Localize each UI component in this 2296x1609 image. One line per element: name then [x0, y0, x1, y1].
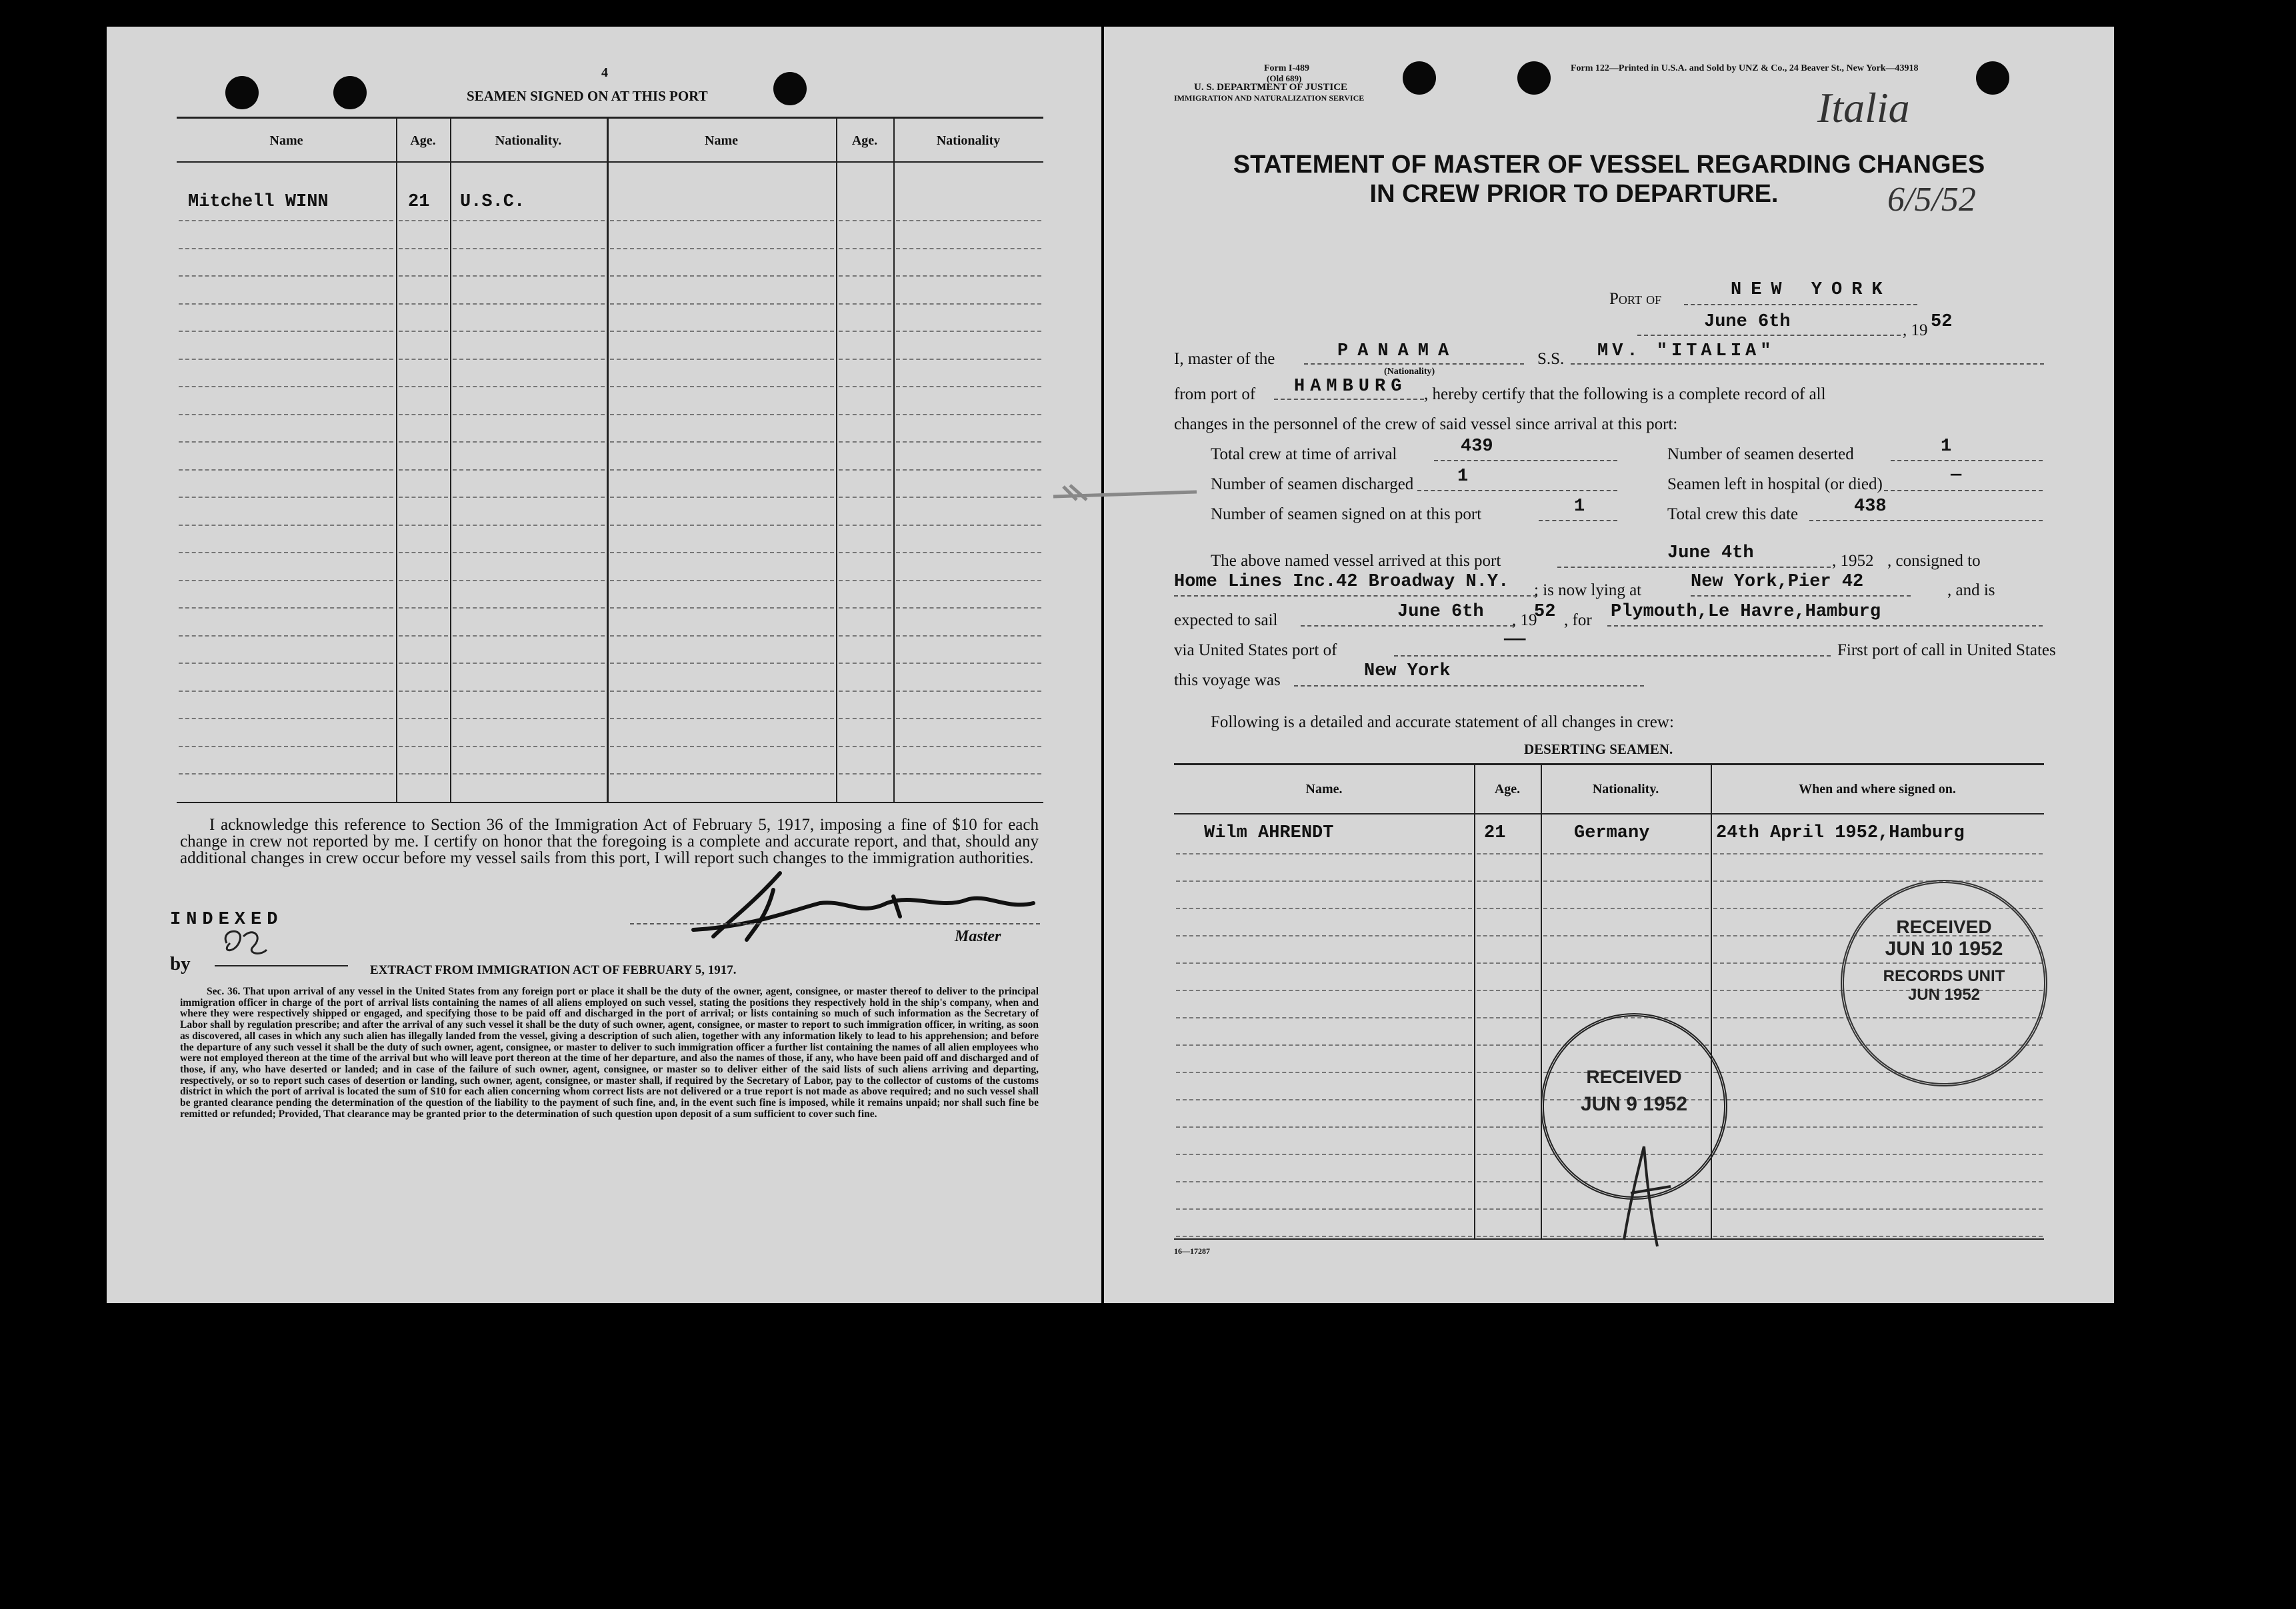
- row-rule: [1477, 1181, 1539, 1182]
- row-rule: [179, 469, 393, 471]
- row-rule: [1176, 908, 1472, 909]
- row-rule: [179, 525, 393, 526]
- row-rule: [179, 414, 393, 415]
- and-is-label: , and is: [1947, 581, 1995, 599]
- row-rule: [179, 220, 393, 221]
- arrow-mark: [1050, 480, 1203, 507]
- signed-on-label: Number of seamen signed on at this port: [1211, 505, 1482, 523]
- row-rule: [610, 359, 834, 360]
- row-rule: [399, 663, 448, 664]
- vessel-name: MV. "ITALIA": [1597, 341, 1775, 361]
- row-rule: [1477, 853, 1539, 854]
- row-rule: [839, 607, 891, 609]
- row-rule: [179, 663, 393, 664]
- row-rule: [896, 525, 1041, 526]
- row-rule: [179, 580, 393, 581]
- discharged-label: Number of seamen discharged: [1211, 475, 1414, 493]
- row-rule: [839, 386, 891, 387]
- discharged-value: 1: [1457, 467, 1469, 487]
- handwritten-initials: [1611, 1133, 1691, 1253]
- desert-row-name: Wilm AHRENDT: [1204, 823, 1334, 843]
- desert-row-signed-on: 24th April 1952,Hamburg: [1716, 823, 1965, 843]
- row-rule: [839, 469, 891, 471]
- row-rule: [453, 607, 605, 609]
- row-rule: [839, 248, 891, 249]
- row-rule: [453, 525, 605, 526]
- row-rule: [399, 441, 448, 443]
- row-rule: [1543, 962, 1709, 964]
- row-rule: [1477, 935, 1539, 936]
- row-rule: [839, 414, 891, 415]
- row-rule: [399, 414, 448, 415]
- row-rule: [453, 552, 605, 553]
- from-port-label: from port of: [1174, 385, 1256, 403]
- row-rule: [839, 691, 891, 692]
- voyage-label: this voyage was: [1174, 671, 1281, 689]
- total-crew-date-label: Total crew this date: [1667, 505, 1799, 523]
- row-rule: [453, 359, 605, 360]
- row-rule: [399, 635, 448, 637]
- row-rule: [1713, 1154, 2043, 1155]
- row-rule: [1176, 935, 1472, 936]
- row-rule: [896, 469, 1041, 471]
- row-rule: [839, 552, 891, 553]
- row-rule: [839, 525, 891, 526]
- service: IMMIGRATION AND NATURALIZATION SERVICE: [1174, 93, 1365, 103]
- row-rule: [1176, 1044, 1472, 1046]
- row-rule: [453, 663, 605, 664]
- row-rule: [610, 248, 834, 249]
- received-stamp: RECEIVED JUN 9 1952: [1541, 1013, 1727, 1200]
- via-label: via United States port of: [1174, 641, 1337, 659]
- col-header-name-2: Name: [705, 133, 738, 148]
- row-rule: [896, 635, 1041, 637]
- row-rule: [839, 359, 891, 360]
- row-rule: [839, 718, 891, 719]
- lying-label: ; is now lying at: [1534, 581, 1642, 599]
- row-rule: [399, 359, 448, 360]
- row-rule: [610, 331, 834, 332]
- row-rule: [1477, 1208, 1539, 1210]
- row-rule: [179, 331, 393, 332]
- total-crew-arrival-value: 439: [1461, 437, 1493, 457]
- row-rule: [1713, 1236, 2043, 1237]
- row-rule: [1477, 908, 1539, 909]
- row-rule: [1543, 880, 1709, 882]
- row-rule: [839, 635, 891, 637]
- desert-row-nationality: Germany: [1574, 823, 1650, 843]
- hospital-label: Seamen left in hospital (or died): [1667, 475, 1883, 493]
- row-rule: [896, 220, 1041, 221]
- row-rule: [179, 248, 393, 249]
- row-nationality: U.S.C.: [460, 192, 525, 212]
- row-rule: [179, 359, 393, 360]
- row-age: 21: [408, 192, 430, 212]
- row-rule: [399, 607, 448, 609]
- row-rule: [1713, 1208, 2043, 1210]
- port-label: Port of: [1609, 290, 1662, 308]
- row-rule: [399, 331, 448, 332]
- row-rule: [453, 248, 605, 249]
- row-rule: [1543, 908, 1709, 909]
- row-rule: [399, 525, 448, 526]
- row-rule: [179, 635, 393, 637]
- row-rule: [453, 718, 605, 719]
- deserted-value: 1: [1941, 437, 1952, 457]
- form-old-number: (Old 689): [1267, 73, 1302, 83]
- row-rule: [453, 386, 605, 387]
- punch-hole: [1517, 61, 1551, 95]
- department: U. S. DEPARTMENT OF JUSTICE: [1194, 82, 1348, 93]
- row-rule: [1713, 1099, 2043, 1100]
- row-rule: [453, 331, 605, 332]
- row-rule: [1543, 935, 1709, 936]
- row-rule: [839, 303, 891, 305]
- row-rule: [896, 497, 1041, 498]
- extract-text: Sec. 36. That upon arrival of any vessel in the United States from any foreign port or place it shall be the duty of the owner, agent, consignee, or master thereof to deliver to the principal immigration officer in charge of the port of arrival lists containing the names of all aliens employed on such vessel, stating the positions they respectively hold in the ship's company, when and where they were respectively shipped or engaged, and specifying those to be paid off and discharged in the port of arrival; or lists containing so much of such information as the Secretary of Labor shall by regulation prescribe; and after the arrival of any such vessel it shall be the duty of such owner, agent, consignee, or master to report to such immigration officer, in writing, as soon as discovered, all cases in which any such alien has illegally landed from the vessel, giving a description of such alien, together with any information likely to lead to his apprehension; and before the departure of any such vessel it shall be the duty of such owner, agent, consignee, or master to deliver to such immigration officer a further list containing the names of all alien employees who were not employed thereon at the time of the arrival but who will leave port thereon at the time of her departure, and also the names of those, if any, who have been paid off and discharged and of those, if any, who have deserted or landed; and in case of the failure of such owner, agent, consignee, or master so to deliver either of the said lists of such aliens arriving and departing, respectively, or so to report such cases of desertion or landing, such owner, agent, consignee, or master shall, if required by the Secretary of Labor, pay to the collector of customs of the customs district in which the port of arrival is located the sum of $10 for each alien concerning whom correct lists are not delivered or a true report is not made as above required; and no such vessel shall be granted clearance pending the determination of the question of the liability to the payment of such fine, and, in the event such fine is imposed, while it remains unpaid; nor shall such fine be remitted or refunded; Provided, That clearance may be granted prior to the determination of such question upon deposit of a sum sufficient to cover such fine.: [180, 986, 1039, 1120]
- row-rule: [399, 303, 448, 305]
- row-rule: [839, 746, 891, 747]
- row-rule: [610, 303, 834, 305]
- row-rule: [399, 220, 448, 221]
- row-rule: [399, 691, 448, 692]
- desert-col-nationality: Nationality.: [1592, 782, 1659, 797]
- row-rule: [179, 497, 393, 498]
- row-rule: [610, 746, 834, 747]
- hospital-value: —: [1951, 465, 1962, 485]
- right-page: [1104, 27, 2114, 1303]
- year-value: 52: [1931, 312, 1953, 332]
- row-rule: [1176, 1236, 1472, 1237]
- row-rule: [896, 248, 1041, 249]
- row-rule: [896, 580, 1041, 581]
- row-rule: [1477, 1126, 1539, 1128]
- row-rule: [399, 497, 448, 498]
- destination-value: Plymouth,Le Havre,Hamburg: [1611, 602, 1881, 622]
- row-rule: [179, 691, 393, 692]
- page-number: 4: [601, 65, 608, 80]
- row-rule: [453, 635, 605, 637]
- expected-year-prefix: , 19: [1512, 611, 1537, 629]
- row-rule: [896, 746, 1041, 747]
- port-value: NEW YORK: [1731, 280, 1892, 300]
- row-rule: [399, 718, 448, 719]
- row-rule: [453, 580, 605, 581]
- row-rule: [610, 552, 834, 553]
- row-rule: [179, 552, 393, 553]
- desert-col-name: Name.: [1305, 782, 1343, 797]
- row-rule: [453, 303, 605, 305]
- row-rule: [399, 773, 448, 775]
- row-rule: [610, 635, 834, 637]
- col-header-name: Name: [269, 133, 303, 148]
- row-rule: [839, 220, 891, 221]
- master-label: Master: [955, 928, 1001, 945]
- row-rule: [1477, 990, 1539, 991]
- for-label: , for: [1564, 611, 1592, 629]
- row-rule: [839, 331, 891, 332]
- punch-hole: [1976, 61, 2009, 95]
- vessel-nationality: PANAMA: [1337, 341, 1459, 361]
- row-rule: [1176, 962, 1472, 964]
- row-rule: [1176, 1126, 1472, 1128]
- first-port-label: First port of call in United States: [1837, 641, 2056, 659]
- row-rule: [1176, 1072, 1472, 1073]
- row-rule: [399, 580, 448, 581]
- row-rule: [453, 691, 605, 692]
- records-unit-stamp: RECEIVED JUN 10 1952 RECORDS UNIT JUN 1952: [1841, 880, 2047, 1086]
- consignee-value: Home Lines Inc.42 Broadway N.Y.: [1174, 572, 1509, 592]
- row-rule: [610, 718, 834, 719]
- row-rule: [896, 718, 1041, 719]
- col-header-nationality-2: Nationality: [936, 133, 1001, 148]
- changes-text: changes in the personnel of the crew of said vessel since arrival at this port:: [1174, 415, 1678, 433]
- row-rule: [896, 414, 1041, 415]
- master-signature: [673, 863, 1087, 950]
- row-rule: [896, 386, 1041, 387]
- row-rule: [610, 773, 834, 775]
- row-rule: [399, 552, 448, 553]
- row-rule: [399, 275, 448, 277]
- row-rule: [896, 441, 1041, 443]
- row-rule: [1477, 1017, 1539, 1018]
- punch-hole: [1403, 61, 1436, 95]
- date-value: June 6th: [1704, 312, 1791, 332]
- by-label: by: [170, 953, 191, 974]
- row-rule: [453, 275, 605, 277]
- col-header-nationality: Nationality.: [495, 133, 562, 148]
- row-rule: [839, 275, 891, 277]
- row-rule: [839, 663, 891, 664]
- via-value: ——: [1504, 630, 1526, 650]
- total-crew-date-value: 438: [1854, 497, 1887, 517]
- row-rule: [610, 691, 834, 692]
- total-crew-arrival-label: Total crew at time of arrival: [1211, 445, 1397, 463]
- row-rule: [1477, 1236, 1539, 1237]
- signed-on-value: 1: [1574, 497, 1585, 517]
- row-rule: [1176, 1099, 1472, 1100]
- expected-value: June 6th: [1397, 602, 1484, 622]
- form-title-line-2: IN CREW PRIOR TO DEPARTURE.: [1369, 180, 1779, 208]
- row-rule: [610, 497, 834, 498]
- row-rule: [1176, 1154, 1472, 1155]
- row-rule: [1543, 853, 1709, 854]
- row-rule: [1477, 1072, 1539, 1073]
- year-prefix: , 19: [1903, 321, 1928, 339]
- row-rule: [453, 441, 605, 443]
- consigned-label: , consigned to: [1887, 552, 1981, 570]
- row-rule: [399, 746, 448, 747]
- row-rule: [453, 469, 605, 471]
- row-rule: [179, 441, 393, 443]
- nationality-caption: (Nationality): [1384, 367, 1435, 377]
- row-rule: [1713, 1126, 2043, 1128]
- voyage-value: New York: [1364, 661, 1451, 681]
- indexed-stamp: INDEXED: [170, 910, 283, 930]
- row-rule: [610, 414, 834, 415]
- row-rule: [839, 441, 891, 443]
- form-title-line-1: STATEMENT OF MASTER OF VESSEL REGARDING CHANGES: [1233, 151, 1985, 179]
- row-rule: [1713, 1181, 2043, 1182]
- punch-hole: [773, 72, 807, 105]
- punch-hole: [333, 76, 367, 109]
- row-rule: [896, 275, 1041, 277]
- row-rule: [399, 248, 448, 249]
- row-rule: [399, 469, 448, 471]
- row-rule: [1176, 880, 1472, 882]
- row-rule: [610, 580, 834, 581]
- row-rule: [179, 275, 393, 277]
- row-rule: [179, 303, 393, 305]
- row-rule: [453, 773, 605, 775]
- handwritten-vessel-name: Italia: [1817, 84, 1910, 131]
- handwritten-date: 6/5/52: [1887, 181, 1976, 219]
- arrived-label: The above named vessel arrived at this port: [1211, 552, 1501, 570]
- row-rule: [610, 469, 834, 471]
- row-rule: [610, 275, 834, 277]
- row-rule: [610, 607, 834, 609]
- row-rule: [179, 718, 393, 719]
- row-rule: [1176, 853, 1472, 854]
- expected-year: 52: [1534, 602, 1556, 622]
- desert-row-age: 21: [1484, 823, 1506, 843]
- col-header-age: Age.: [410, 133, 436, 148]
- row-rule: [1477, 880, 1539, 882]
- row-rule: [179, 386, 393, 387]
- row-rule: [453, 497, 605, 498]
- row-rule: [1176, 1208, 1472, 1210]
- expected-label: expected to sail: [1174, 611, 1278, 629]
- row-rule: [453, 414, 605, 415]
- row-rule: [453, 746, 605, 747]
- row-rule: [610, 663, 834, 664]
- section-title: SEAMEN SIGNED ON AT THIS PORT: [467, 88, 708, 104]
- row-rule: [896, 773, 1041, 775]
- arrived-value: June 4th: [1667, 543, 1754, 563]
- row-rule: [896, 663, 1041, 664]
- row-rule: [896, 359, 1041, 360]
- acknowledgment-text: I acknowledge this reference to Section 36 of the Immigration Act of February 5, 1917, imposing a fine of $10 for each change in crew not reported by me. I certify on honor that the foregoing is a complete and accurate report, and that, should any additional changes in crew occur before my vessel sails from this port, I will report such changes to the immigration authorities.: [180, 816, 1039, 867]
- row-rule: [1713, 880, 2043, 882]
- row-rule: [453, 220, 605, 221]
- row-rule: [1477, 1044, 1539, 1046]
- footer-code: 16—17287: [1174, 1246, 1210, 1256]
- row-rule: [1176, 1017, 1472, 1018]
- extract-title: EXTRACT FROM IMMIGRATION ACT OF FEBRUARY 5, 1917.: [370, 963, 737, 977]
- deserted-label: Number of seamen deserted: [1667, 445, 1854, 463]
- form-number: Form I-489: [1264, 63, 1310, 73]
- from-port-value: HAMBURG: [1294, 377, 1407, 397]
- left-page: [107, 27, 1101, 1303]
- row-rule: [179, 607, 393, 609]
- row-rule: [610, 220, 834, 221]
- col-header-age-2: Age.: [851, 133, 878, 148]
- row-rule: [1477, 962, 1539, 964]
- row-rule: [1176, 990, 1472, 991]
- row-rule: [839, 580, 891, 581]
- row-rule: [610, 441, 834, 443]
- ss-label: S.S.: [1537, 350, 1565, 368]
- row-rule: [610, 525, 834, 526]
- row-rule: [1713, 853, 2043, 854]
- row-rule: [179, 746, 393, 747]
- row-rule: [1477, 1099, 1539, 1100]
- row-rule: [896, 331, 1041, 332]
- arrived-year: , 1952: [1832, 552, 1874, 570]
- row-rule: [1543, 990, 1709, 991]
- desert-col-signed-on: When and where signed on.: [1799, 782, 1956, 797]
- row-rule: [1176, 1181, 1472, 1182]
- row-rule: [896, 303, 1041, 305]
- row-rule: [896, 691, 1041, 692]
- deserting-title: DESERTING SEAMEN.: [1524, 741, 1673, 757]
- row-rule: [1477, 1154, 1539, 1155]
- row-rule: [896, 552, 1041, 553]
- printer-note: Form 122—Printed in U.S.A. and Sold by UNZ & Co., 24 Beaver St., New York—43918: [1571, 63, 1919, 73]
- lying-value: New York,Pier 42: [1691, 572, 1864, 592]
- following-text: Following is a detailed and accurate statement of all changes in crew:: [1211, 713, 1674, 731]
- row-name: Mitchell WINN: [188, 192, 329, 212]
- row-rule: [896, 607, 1041, 609]
- row-rule: [399, 386, 448, 387]
- punch-hole: [225, 76, 259, 109]
- certify-text: , hereby certify that the following is a complete record of all: [1424, 385, 1826, 403]
- row-rule: [839, 497, 891, 498]
- desert-col-age: Age.: [1494, 782, 1521, 797]
- master-of-label: I, master of the: [1174, 350, 1275, 368]
- row-rule: [179, 773, 393, 775]
- row-rule: [610, 386, 834, 387]
- initials-mark: [213, 923, 273, 963]
- row-rule: [839, 773, 891, 775]
